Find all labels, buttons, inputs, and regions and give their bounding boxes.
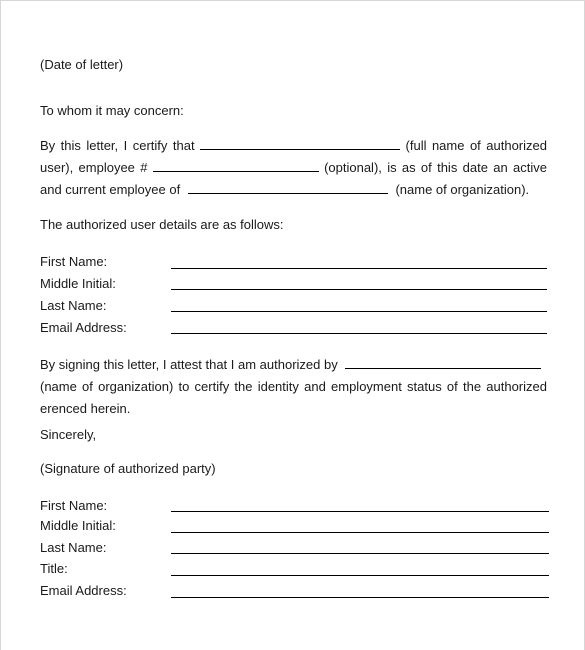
signature-placeholder: (Signature of authorized party) <box>40 461 216 476</box>
employee-number-blank[interactable] <box>153 160 319 172</box>
signer-first-name-line[interactable] <box>171 511 549 512</box>
signer-first-name-label: First Name: <box>40 498 108 513</box>
signer-last-name-label: Last Name: <box>40 540 107 555</box>
user-last-name-line[interactable] <box>171 311 547 312</box>
signer-title-line[interactable] <box>171 575 549 576</box>
signer-last-name-line[interactable] <box>171 553 549 554</box>
details-intro: The authorized user details are as follows: <box>40 217 284 232</box>
attest-line-2: (name of organization) to certify the identity and employment status of the authorized <box>40 379 547 394</box>
attest-line-1: By signing this letter, I attest that I am authorized by <box>40 357 541 372</box>
signer-email-label: Email Address: <box>40 583 127 598</box>
date-placeholder: (Date of letter) <box>40 57 124 72</box>
signer-middle-initial-line[interactable] <box>171 532 549 533</box>
salutation: To whom it may concern: <box>40 103 184 118</box>
user-middle-initial-label: Middle Initial: <box>40 276 116 291</box>
signer-email-line[interactable] <box>171 597 549 598</box>
closing: Sincerely, <box>40 427 97 442</box>
certify-line-3: and current employee of (name of organization). <box>40 182 530 197</box>
full-name-blank[interactable] <box>200 138 400 150</box>
user-email-label: Email Address: <box>40 320 127 335</box>
user-first-name-line[interactable] <box>171 268 547 269</box>
signer-middle-initial-label: Middle Initial: <box>40 518 116 533</box>
authorizing-org-blank[interactable] <box>345 357 541 369</box>
user-last-name-label: Last Name: <box>40 298 107 313</box>
user-email-line[interactable] <box>171 333 547 334</box>
certify-line-2: user), employee # (optional), is as of this date an active <box>40 160 547 175</box>
user-first-name-label: First Name: <box>40 254 108 269</box>
user-middle-initial-line[interactable] <box>171 289 547 290</box>
signer-title-label: Title: <box>40 561 68 576</box>
certify-line-1: By this letter, I certify that (full name of authorized <box>40 138 547 153</box>
organization-blank[interactable] <box>188 182 388 194</box>
attest-line-3: erenced herein. <box>40 401 131 416</box>
